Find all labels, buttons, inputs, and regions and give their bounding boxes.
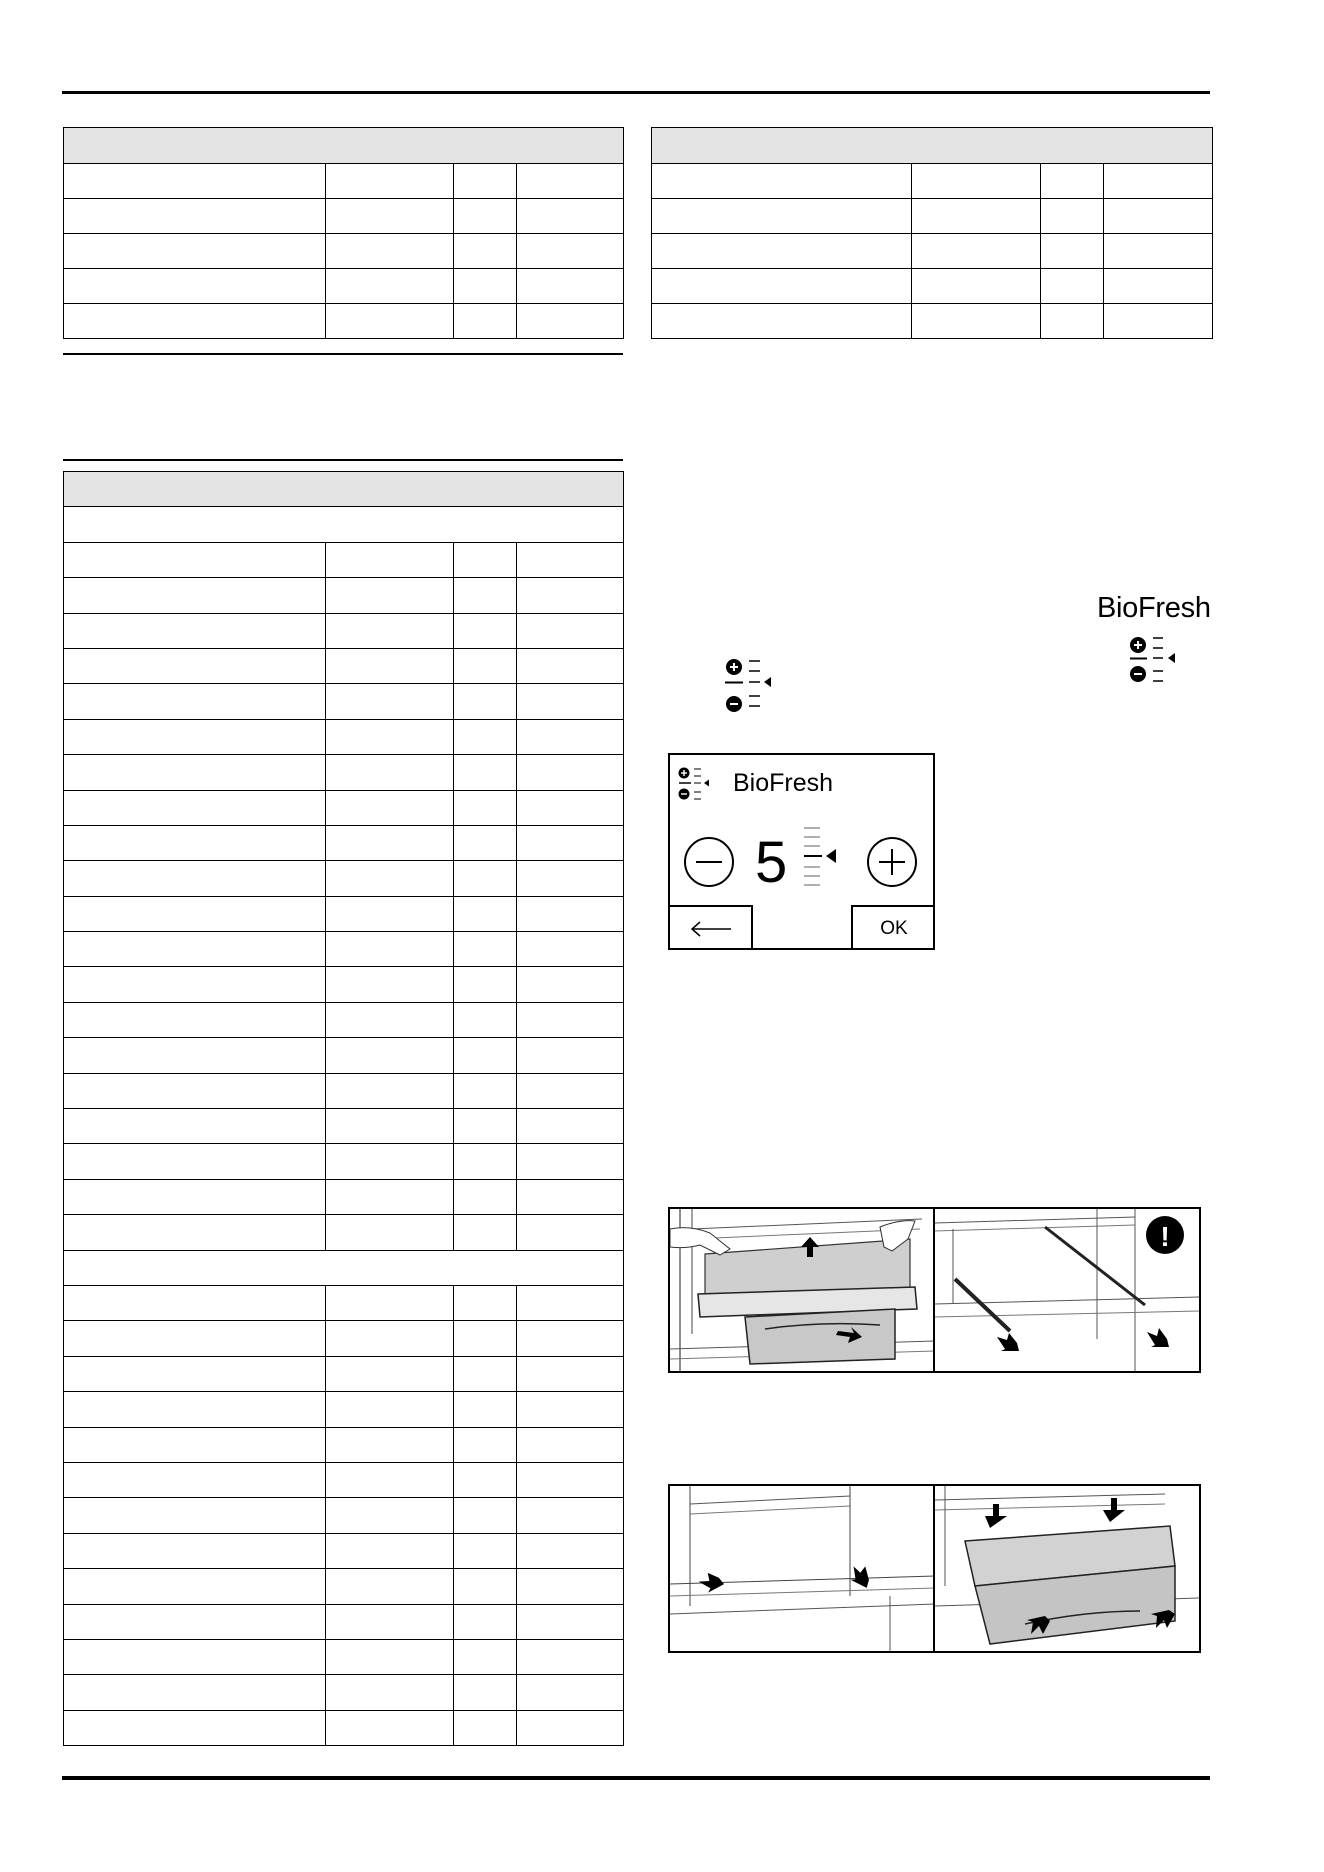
table-row [64, 1109, 624, 1144]
table-row [64, 164, 624, 199]
table-row [64, 1285, 624, 1320]
level-scale-icon [1129, 634, 1179, 690]
table-row [64, 825, 624, 860]
illustration-rail-removal [933, 1207, 1201, 1373]
table-header-row [652, 128, 1213, 164]
table-row [64, 1533, 624, 1568]
table-group-row [64, 1250, 624, 1285]
arrow-left-icon [689, 921, 733, 937]
table-row [64, 932, 624, 967]
warning-icon: ! [1160, 1221, 1170, 1252]
table-header-row [64, 128, 624, 164]
table-row [64, 1462, 624, 1497]
table-row [64, 234, 624, 269]
drawer-insert-illustration [935, 1486, 1199, 1651]
table-row [64, 1604, 624, 1639]
table-row [64, 684, 624, 719]
table-row [64, 896, 624, 931]
panel-title: BioFresh [733, 769, 834, 797]
table-row [64, 1639, 624, 1674]
table-row [652, 234, 1213, 269]
table-row [64, 1710, 624, 1745]
table-row [652, 269, 1213, 304]
table-row [64, 1179, 624, 1214]
table-row [64, 1144, 624, 1179]
section-rule [63, 353, 623, 355]
table-row [64, 1215, 624, 1250]
section-rule [63, 459, 623, 461]
table-row [64, 648, 624, 683]
table-row [64, 1427, 624, 1462]
table-row [64, 755, 624, 790]
table-row [64, 1675, 624, 1710]
rail-insert-illustration [670, 1486, 935, 1651]
level-scale-icon [678, 766, 718, 804]
illustration-drawer-insert [933, 1484, 1201, 1653]
table-row [64, 1356, 624, 1391]
bottom-rule [62, 1776, 1210, 1780]
table-row [64, 967, 624, 1002]
table-row [64, 269, 624, 304]
table-group-row [64, 507, 624, 542]
biofresh-label: BioFresh [1097, 592, 1211, 624]
spec-table-top-left [63, 127, 624, 339]
drawer-lift-illustration [670, 1209, 935, 1371]
table-row [652, 304, 1213, 339]
table-row [64, 542, 624, 577]
table-row [64, 1002, 624, 1037]
rail-illustration [935, 1209, 1199, 1371]
back-button[interactable] [670, 905, 753, 950]
ok-button[interactable]: OK [851, 905, 935, 950]
level-scale-icon [724, 658, 776, 714]
table-row [64, 199, 624, 234]
table-row [64, 1321, 624, 1356]
table-row [64, 1498, 624, 1533]
level-scale-icon [798, 825, 842, 891]
biofresh-display-panel [668, 753, 935, 950]
table-row [64, 861, 624, 896]
table-row [64, 1038, 624, 1073]
spec-table-main [63, 471, 624, 1746]
spec-table-top-right [651, 127, 1213, 339]
table-row [64, 1073, 624, 1108]
illustration-rail-insert [668, 1484, 937, 1653]
table-row [64, 578, 624, 613]
table-row [64, 1569, 624, 1604]
illustration-drawer-removal [668, 1207, 937, 1373]
table-row [652, 164, 1213, 199]
table-header-row [64, 472, 624, 507]
table-row [64, 304, 624, 339]
level-value: 5 [755, 830, 788, 895]
table-row [64, 1392, 624, 1427]
top-rule [62, 91, 1210, 94]
table-row [64, 790, 624, 825]
plus-circle-icon[interactable] [866, 836, 918, 888]
table-row [652, 199, 1213, 234]
table-row [64, 719, 624, 754]
table-row [64, 613, 624, 648]
minus-circle-icon[interactable] [683, 836, 735, 888]
